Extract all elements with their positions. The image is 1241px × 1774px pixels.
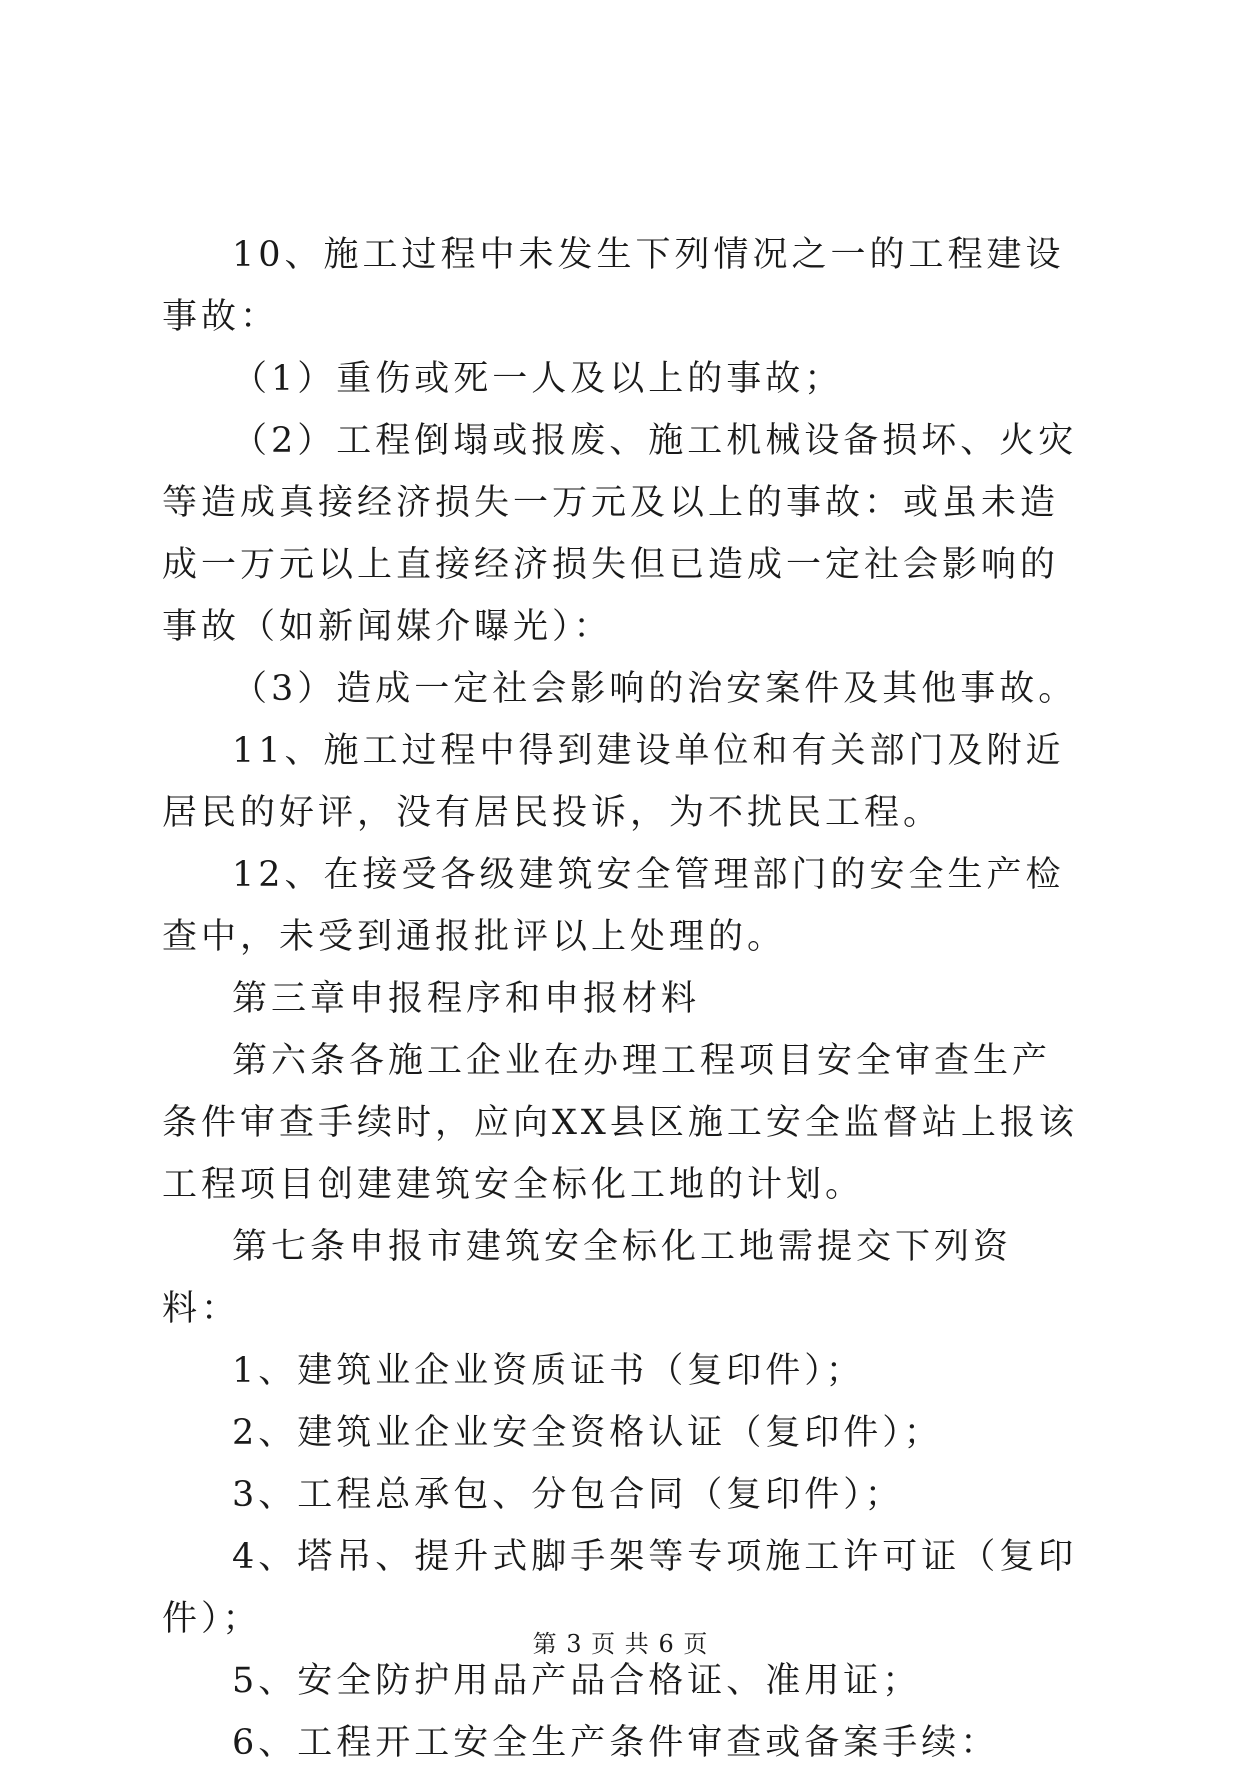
material-item-6: 6、工程开工安全生产条件审查或备案手续： [232,1723,1000,1763]
paragraph-item-12: 12、在接受各级建筑安全管理部门的安全生产检查中，未受到通报批评以上处理的。 [162,855,1065,957]
material-item-3: 3、工程总承包、分包合同（复印件）； [232,1475,904,1515]
paragraph-item-11: 11、施工过程中得到建设单位和有关部门及附近居民的好评，没有居民投诉，为不扰民工程。 [162,731,1065,833]
article-six: 第六条各施工企业在办理工程项目安全审查生产条件审查手续时，应向XX县区施工安全监督站上报该工程项目创建建筑安全标化工地的计划。 [162,1041,1078,1205]
page-footer [0,1624,1241,1659]
page-number-label: 第 3 页 共 6 页 [532,1630,709,1658]
paragraph-sub-3: （3）造成一定社会影响的治安案件及其他事故。 [232,669,1078,709]
material-item-2: 2、建筑业企业安全资格认证（复印件）； [232,1413,943,1453]
material-item-5: 5、安全防护用品产品合格证、准用证； [232,1661,922,1701]
material-item-4: 4、塔吊、提升式脚手架等专项施工许可证（复印件）； [162,1537,1078,1639]
paragraph-sub-2: （2）工程倒塌或报废、施工机械设备损坏、火灾等造成真接经济损失一万元及以上的事故：或虽未造成一万元以上直接经济损失但已造成一定社会影响的事故（如新闻媒介曝光）： [162,421,1078,647]
document-body [162,224,1082,1774]
paragraph-sub-1: （1）重伤或死一人及以上的事故； [232,359,844,399]
chapter-heading: 第三章申报程序和申报材料 [232,979,701,1019]
article-seven: 第七条申报市建筑安全标化工地需提交下列资料： [162,1227,1013,1329]
paragraph-item-10: 10、施工过程中未发生下列情况之一的工程建设事故： [162,235,1065,337]
material-item-1: 1、建筑业企业资质证书（复印件）； [232,1351,865,1391]
